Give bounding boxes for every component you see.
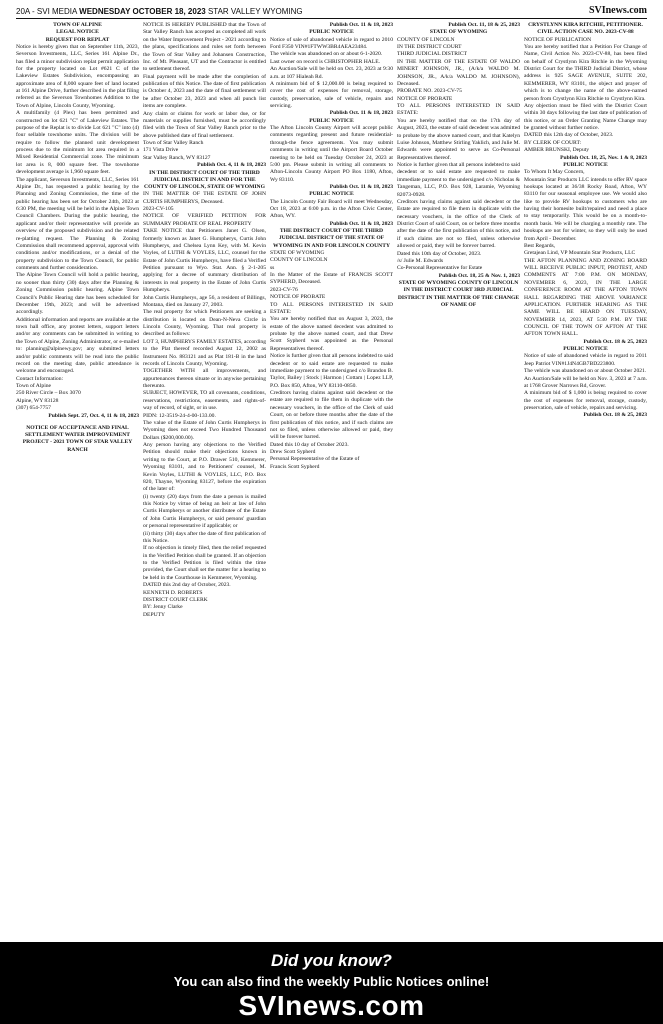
header-left — [16, 7, 303, 16]
publish-line: Publish Oct. 11, 18 & 25, 2023 — [448, 22, 520, 28]
notice-title: STATE OF WYOMING COUNTY OF LINCOLN IN THE DISTRICT COURT 3RD JUDICIAL DISTRICT IN THE MATTER OF THE CHANGE OF NAME OF — [397, 280, 520, 308]
notices-columns — [16, 22, 648, 934]
column-3 — [270, 22, 393, 934]
notice-title: IN THE DISTRICT COURT OF THE THIRD JUDICIAL DISTRICT IN AND FOR THE COUNTY OF LINCOLN, STATE OF WYOMING — [144, 169, 265, 191]
promo-banner — [0, 942, 663, 1024]
publish-line: Publish Oct. 11 & 18, 2023 — [329, 220, 393, 227]
notice-body: NOTICE IS HEREBY PUBLISHED that the Town of Star Valley Ranch has accepted as completed all work on the Water Improvement Project - 2021 according to the plans, specifications and rules set forth between the Town of Star Valley and Johansen Construction, Inc. of Mt. Pleasant, UT and the Contractor is entitled to settlement thereof. Final payment will be made after the completion of publication of this Notice. The date of first publication is October 4, 2023 and the date of final settlement will be after October 23, 2023 and when all punch list items are complete. Any claim or claims for work or labor due, or for materials or supplies furnished, must be accordingly filed with the Town of Star Valley Ranch prior to the above published date of final settlement. Town of Star Valley Ranch 171 Vista Drive Star Valley Ranch, WY 83127 — [143, 22, 266, 161]
header-date: WEDNESDAY OCTOBER 18, 2023 — [79, 7, 206, 16]
notice-title: PUBLIC NOTICE — [563, 346, 608, 353]
notice-title: CRYSTLYNN KIRA RITCHIE, PETITIONER. — [528, 22, 643, 28]
notice-title: STATE OF WYOMING — [429, 29, 488, 36]
notice-body: Notice is hereby given that on September 11th, 2023, Severson Investments, LLC, Series 161 Alpine Dr., has filed a minor subdivision replat permit application for the property located on Lot #621 C of the Lakeview Estates Subdivision, encompassing an approximate area of 8,000 square feet of land located at 161 Alpine Drive, further described in the plat filing referred as the Severson Townhomes Addition to the Town of Alpine, Lincoln County, Wyoming. A multifamily (4 Plex) has been permitted and constructed on lot 621 "C" of Lakeview Estates. The purpose of the Replat is to divide Lot 621 "C" into (4) four sellable townhome units. The division will be require to follow the planned unit development process due to the minimum lot area required in a Mixed Residential Commercial zone. The minimum lot area is 8, 000 square feet. The townhome development average is 1,960 square feet. The applicant, Severson Investments, LLC, Series 161 Alpine Dr., has requested a public hearing by the Planning and Zoning Commission, the time of the public hearing has been set for October 24th, 2023 at 6:30 PM, the meeting will be held in the Alpine Town Council Chambers. During the public hearing, the applicant and/or their representative will provide an overview of the proposed subdivision and the related re-platting request. The Planning & Zoning Commission shall recommend approval, approval with conditions and/or modifications, or a denial of the property subdivision to the Town Council, for public comments and further consideration. The Alpine Town Council will hold a public hearing, no sooner than thirty (30) days after the Planning & Zoning Commission public hearing. Alpine Town Council's Public Hearing date has been scheduled for December 19th, 2023; and will be advertised accordingly. Additional information and reports are available at the town hall office, any protest letters, support letters and/or any comments can be submitted in writing to the Town of Alpine, Zoning Administrator, or e-mailed to: planning@alpinewy.gov; any submitted letters and/or public comments will be read into the public record on the meeting date, public attendance is welcome and encouraged. Contact Information: Town of Alpine 250 River Circle – Box 3070 Alpine, WY 83128 (307) 654-7757 — [16, 43, 139, 412]
publish-line: Publish Oct. 18 & 25, 2023 — [583, 338, 647, 345]
publish-line: Publish Oct. 18 & 25, 2023 — [583, 412, 647, 419]
notice-body: STATE OF WYOMING COUNTY OF LINCOLN ss In the Matter of the Estate of FRANCIS SCOTT SYPHERD, Deceased. 2023-CV-76 NOTICE OF PROBATE TO ALL PERSONS INTERESTED IN SAID ESTATE: You are hereby notified that on August 3, 2023, the estate of the above named decedent was admitted to probate by the above named court, and that Drew Scott Sypherd was appointed as the Personal Representatives thereof. Notice is further given that all persons indebted to said decedent or to said estate are requested to make immediate payment to the undersigned c/o Brandon B. Taylor, Bailey | Stock | Harmon | Cottam | Lopez LLP, P.O. Box 850, Afton, WY 83110-0850. Creditors having claims against said decedent or the estate are required to file them in duplicate with the necessary vouchers, in the office of the Clerk of said Court, on or before three months after the date of the first publication of this notice, and if such claims are not so filed, unless otherwise allowed or paid, they will be forever barred. Dated this 10 day of October 2023. Drew Scott Sypherd Personal Representative of the Estate of Francis Scott Sypherd — [270, 249, 393, 470]
header-site[interactable]: SVInews.com — [588, 5, 647, 16]
notice-body: NOTICE OF PUBLICATION You are hereby notified that a Petition For Change of Name, Civil Action No. 2023-CV-88, has been filed on behalf of Crystlynn Kira Ritchie in the Wyoming District Court for the THIRD Judicial District, whose address is 925 SAGE AVENUE, SUITE 202, KEMMERER, WY 83101, the object and prayer of which is to change the name of the above-named person from Crystlynn Kira Ritchie to Crystlynn Kira. Any objection must be filed with the District Court within 30 days following the last date of publication of this notice, or an Order Granting Name Change may be granted without further notice. DATED this 12th day of October, 2023. BY CLERK OF COURT: AMBER BRUNSKI, Deputy — [524, 36, 647, 154]
notice-title: PUBLIC NOTICE — [309, 191, 354, 198]
notice-body: Notice of sale of abandoned vehicle in regard to 2011 Jeep Patriot VIN#1J4N4GB7BD223800. The vehicle was abandoned on or about October 2021. An Auction/Sale will be held on Nov. 3, 2023 at 7 a.m. at 1768 Grover Narrows Rd, Grover. A minimum bid of $ 1,000 is being required to cover the cost of expenses for removal, storage, custody, preservation, sale of vehicle, repairs and servicing. — [524, 353, 647, 412]
notice-title: THE DISTRICT COURT OF THE THIRD JUDICIAL DISTRICT OF THE STATE OF WYOMING IN AND FOR LINCOLN COUNTY — [272, 228, 390, 249]
notice-title: PUBLIC NOTICE — [309, 29, 354, 36]
notice-body: The Afton Lincoln County Airport will accept public comments regarding present and future residential-through-the fence agreements. You may submit comments in writing until the Airport Board October meeting to be held on Tuesday October 24, 2023 at 5:00 pm. Please submit in writing all comments to Afton-Lincoln County Airport PO Box 1180, Afton, Wy 83110. — [270, 125, 393, 183]
banner-site-link[interactable]: SVInews.com — [238, 990, 425, 1021]
banner-message: You can also find the weekly Public Notices online! — [173, 974, 490, 989]
notice-title: TOWN OF ALPINE LEGAL NOTICE REQUEST FOR REPLAT — [45, 22, 110, 43]
notice-title: PUBLIC NOTICE — [309, 117, 354, 124]
banner-question: Did you know? — [271, 951, 392, 970]
publish-line: Publish Oct. 18, 25, Nov. 1 & 8, 2023 — [560, 154, 647, 161]
publish-line: Publish Oct. 11 & 18, 2023 — [329, 184, 393, 191]
column-5 — [524, 22, 647, 934]
publish-line: Publish Sept. 27, Oct. 4, 11 & 18, 2023 — [48, 412, 139, 419]
notice-title: NOTICE OF ACCEPTANCE AND FINAL SETTLEMENT WATER IMPROVEMENT PROJECT - 2021 TOWN OF STAR VALLEY RANCH — [22, 424, 133, 453]
publish-line: Publish Oct. 11 & 18, 2023 — [329, 22, 393, 28]
notice-body: The Lincoln County Fair Board will meet Wednesday, Oct 18, 2023 at 6:00 p.m. in the Afton Civic Center, Afton, WY. — [270, 198, 393, 220]
notice-body: IN THE MATTER OF THE ESTATE OF JOHN CURTIS HUMPHERYS, Deceased. 2023-CV-105 NOTICE OF VERIFIED PETITION FOR SUMMARY PROBATE OF REAL PROPERTY TAKE NOTICE that Petitioners Janet G. Olsen, formerly known as Janet G. Humpherys, Curtis John Humpherys, and Chelsea Lynn Key, with M. Kevin Voyles, of LUTHI & VOYLES, LLC, counsel for the Estate of John Curtis Humpherys, have filed a Verified Petition pursuant to Wyo. Stat. Ann. § 2-1-205 applying for a decree of summary distribution of interests in real property in the Estate of John Curtis Humpherys. John Curtis Humpherys, age 56, a resident of Billings, Montana, died on January 27, 2003. The real property for which Petitioners are seeking a distribution is located on Dean-N-Neva Circle in Lincoln County, Wyoming. That real property is described as follows: LOT 3, HUMPHERYS FAMILY ESTATES, according to the Plat thereof recorded August 12, 2002 as Instrument No. 883121 and as Plat 181-B in the land records of Lincoln County, Wyoming. TOGETHER WITH all improvements, and appurtenances thereon situate or in anywise pertaining thereunto. SUBJECT, HOWEVER, TO all covenants, conditions, reservations, restrictions, easements, and rights-of-way of record, of sight, or in use. PIDN: 12-3519-24-4-00-133.00. The value of the Estate of John Curtis Humpherys in Wyoming does not exceed Two Hundred Thousand Dollars ($200,000.00). Any person having any objections to the Verified Petition should make their objections known in writing to the Court, at P.O. Drawer 510, Kemmerer, Wyoming 83101, and to Petitioners' counsel, M. Kevin Voyles, LUTHI & VOYLES, LLC, P.O. Box 820, Thayne, Wyoming 83127, before the expiration of the later of: (i) twenty (20) days from the date a person is mailed this Notice by virtue of being an heir at law of John Curtis Humpherys or another distributee of the Estate of John Curtis Humpherys, or said persons' guardian or personal representative if applicable; or (ii) thirty (30) days after the date of first publication of this Notice. If no objection is timely filed, then the relief requested in the Verified Petition shall be granted. If an objection to the Verified Petition is filed within the time provided, the Court shall set the matter for a hearing to be held in the Courthouse in Kemmerer, Wyoming. DATED this 2nd day of October, 2023. KENNETH D. ROBERTS DISTRICT COURT CLERK BY: Jenny Clarke DEPUTY — [143, 191, 266, 618]
header-paper: STAR VALLEY WYOMING — [207, 7, 303, 16]
header-section: 20A - SVI MEDIA — [16, 7, 77, 16]
notice-body: To Whom It May Concern, Mountain Star Products LLC intends to offer RV space hookups located at 36/38 Rocky Road, Afton, WY 83110 for our seasonal employee use. We would also like to provide RV hookups to customers who are having their homesite built/repaired and need a place to stay temporarily. This would be on a month-to-month basis. We will be charging a monthly rate. The hookups are not for winter, so they will only be used from April - December. Best Regards, Gretajean Lind, VP Mountain Star Products, LLC THE AFTON PLANNING AND ZONING BOARD WILL RECEIVE PUBLIC INPUT, PROTEST, AND COMMENTS AT 7:00 P.M. ON MONDAY, NOVEMBER 6, 2023, IN THE LARGE CONFERENCE ROOM AT THE AFTON TOWN HALL REGARDING THE ABOVE VARIANCE APPLICATION. FURTHER HEARING AS THE SAME WILL BE HEARD ON TUESDAY, NOVEMBER 14, 2023, AT 5:30 P.M. BY THE COUNCIL OF THE TOWN OF AFTON AT THE AFTON TOWN HALL. — [524, 169, 647, 338]
column-2 — [143, 22, 266, 934]
notice-body: Notice of sale of abandoned vehicle in regard to 2010 Ford F350 VIN#1FTWW3BR4AEA23484. The vehicle was abandoned on or about 6-1-2020. Last owner on record is CHRISTOPHER HALE. An Auction/Sale will be held on Oct. 23, 2023 at 9:30 a.m. at 107 Hialeah Rd. A minimum bid of $ 12,000.00 is being required to cover the cost of expenses for removal, storage, custody, preservation, sale of vehicle, repairs and servicing. — [270, 36, 393, 110]
publish-line: Publish Oct. 18, 25 & Nov. 1, 2023 — [438, 272, 520, 279]
notice-subtitle: CIVIL ACTION CASE NO. 2023-CV-88 — [537, 29, 634, 36]
publish-line: Publish Oct. 11 & 18, 2023 — [329, 110, 393, 117]
column-4 — [397, 22, 520, 934]
publish-line: Publish Oct. 4, 11 & 18, 2023 — [197, 162, 266, 169]
notice-title: PUBLIC NOTICE — [563, 161, 608, 168]
notice-body: COUNTY OF LINCOLN IN THE DISTRICT COURT THIRD JUDICIAL DISTRICT IN THE MATTER OF THE ESTATE OF WALDO MINERT JOHNSON, JR., (A/k/a WALDO M. JOHNSON, JR., A/k/a WALDO M. JOHNSON), Deceased. PROBATE NO. 2023-CV-75 NOTICE OF PROBATE TO ALL PERSONS INTERESTED IN SAID ESTATE: You are hereby notified that on the 17th day of August, 2023, the estate of said decedent was admitted to probate by the above named court, and that Katelyn Luise Johnson, Matthew Stirling Yaklich, and Julie M. Edwards were appointed to serve as Co-Personal Representatives thereof. Notice is further given that all persons indebted to said decedent or to said estate are requested to make immediate payment to the undersigned c/o Nicholas & Tangeman, LLC, P.O. Box 928, Laramie, Wyoming 82073-0928. Creditors having claims against said decedent or the Estate are required to file them in duplicate with the necessary vouchers, in the office of the Clerk of District Court of said Court, on or before three months after the date of the first publication of this notice, and if such claims are not so filed, unless otherwise allowed or paid, they will be forever barred. Dated this 10th day of October, 2023. /s/ Julie M. Edwards Co-Personal Representative for Estate — [397, 36, 520, 272]
column-1 — [16, 22, 139, 934]
page-header — [16, 2, 647, 19]
